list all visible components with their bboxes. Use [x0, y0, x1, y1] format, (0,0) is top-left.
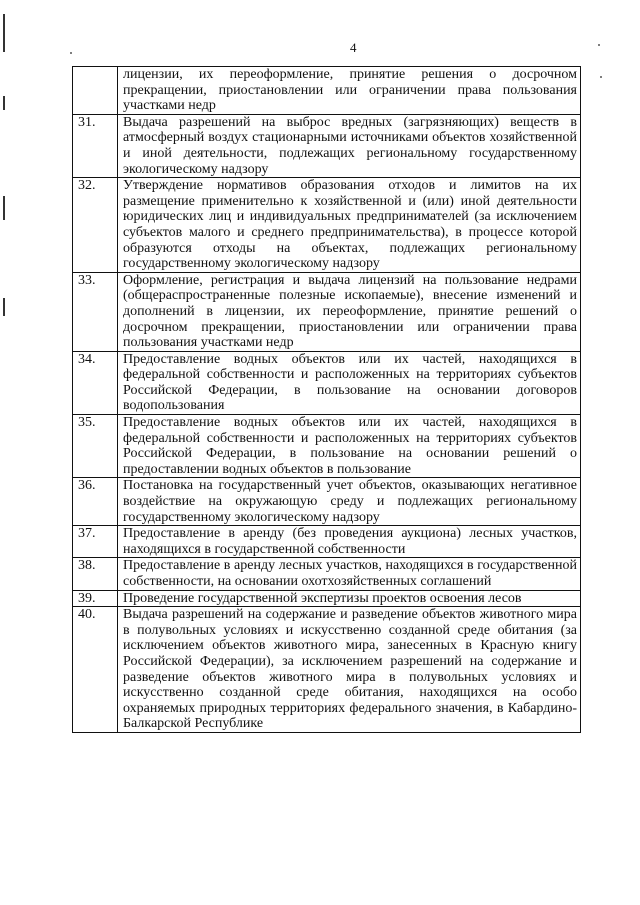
table-row — [73, 558, 581, 590]
row-number — [73, 67, 118, 115]
table-row — [73, 272, 581, 351]
page-number: 4 — [350, 40, 357, 55]
table-row — [73, 590, 581, 607]
scan-binding-mark — [3, 14, 5, 52]
table-row — [73, 178, 581, 273]
row-number: 36. — [73, 478, 118, 526]
row-text: лицензии, их переоформление, принятие решения о досрочном прекращении, приостановлении или ограничении права пользования участками недр — [118, 67, 581, 115]
scan-speck — [598, 44, 600, 46]
table-row — [73, 478, 581, 526]
scan-speck — [600, 76, 602, 78]
row-number: 40. — [73, 607, 118, 733]
table-row — [73, 67, 581, 115]
row-number: 38. — [73, 558, 118, 590]
table-row — [73, 415, 581, 478]
row-text: Предоставление в аренду (без проведения аукциона) лесных участков, находящихся в государственной собственности — [118, 526, 581, 558]
row-text: Проведение государственной экспертизы проектов освоения лесов — [118, 590, 581, 607]
table-row — [73, 607, 581, 733]
row-number: 31. — [73, 114, 118, 177]
row-text: Оформление, регистрация и выдача лицензий на пользование недрами (общераспространенные полезные ископаемые), внесение изменений и дополнений в лицензии, их переоформление, принятие решений о досрочном прекращении, приостановлении или ограничении права пользования участками недр — [118, 272, 581, 351]
table-row — [73, 351, 581, 414]
scan-binding-mark — [3, 196, 5, 220]
scan-binding-mark — [3, 298, 5, 316]
row-text: Выдача разрешений на выброс вредных (загрязняющих) веществ в атмосферный воздух стационарными источниками объектов хозяйственной и иной деятельности, подлежащих региональному государственному экологическому надзору — [118, 114, 581, 177]
row-number: 34. — [73, 351, 118, 414]
row-text: Предоставление водных объектов или их частей, находящихся в федеральной собственности и расположенных на территориях субъектов Российской Федерации, в пользование на основании решений о предоставлении водных объектов в пользование — [118, 415, 581, 478]
services-table — [72, 66, 581, 733]
row-number: 35. — [73, 415, 118, 478]
row-text: Предоставление водных объектов или их частей, находящихся в федеральной собственности и расположенных на территориях субъектов Российской Федерации, в пользование на основании договоров водопользования — [118, 351, 581, 414]
row-number: 37. — [73, 526, 118, 558]
row-number: 39. — [73, 590, 118, 607]
row-text: Постановка на государственный учет объектов, оказывающих негативное воздействие на окружающую среду и подлежащих региональному государственному экологическому надзору — [118, 478, 581, 526]
scan-speck — [70, 52, 72, 54]
row-number: 33. — [73, 272, 118, 351]
row-text: Утверждение нормативов образования отходов и лимитов на их размещение применительно к хозяйственной и (или) иной деятельности юридических лиц и индивидуальных предпринимателей (за исключением субъектов малого и среднего предпринимательства), в процессе которой образуются отходы на объектах, подлежащих региональному государственному экологическому надзору — [118, 178, 581, 273]
table-row — [73, 114, 581, 177]
row-text: Выдача разрешений на содержание и разведение объектов животного мира в полувольных условиях и искусственно созданной среде обитания (за исключением объектов животного мира, занесенных в Красную книгу Российской Федерации), за исключением разрешений на содержание и разведение объектов животного мира в полувольных условиях и искусственно созданной среде обитания, находящихся на особо охраняемых природных территориях федерального значения, в Кабардино-Балкарской Республике — [118, 607, 581, 733]
scan-binding-mark — [3, 96, 5, 110]
row-number: 32. — [73, 178, 118, 273]
table-row — [73, 526, 581, 558]
row-text: Предоставление в аренду лесных участков, находящихся в государственной собственности, на основании охотхозяйственных соглашений — [118, 558, 581, 590]
